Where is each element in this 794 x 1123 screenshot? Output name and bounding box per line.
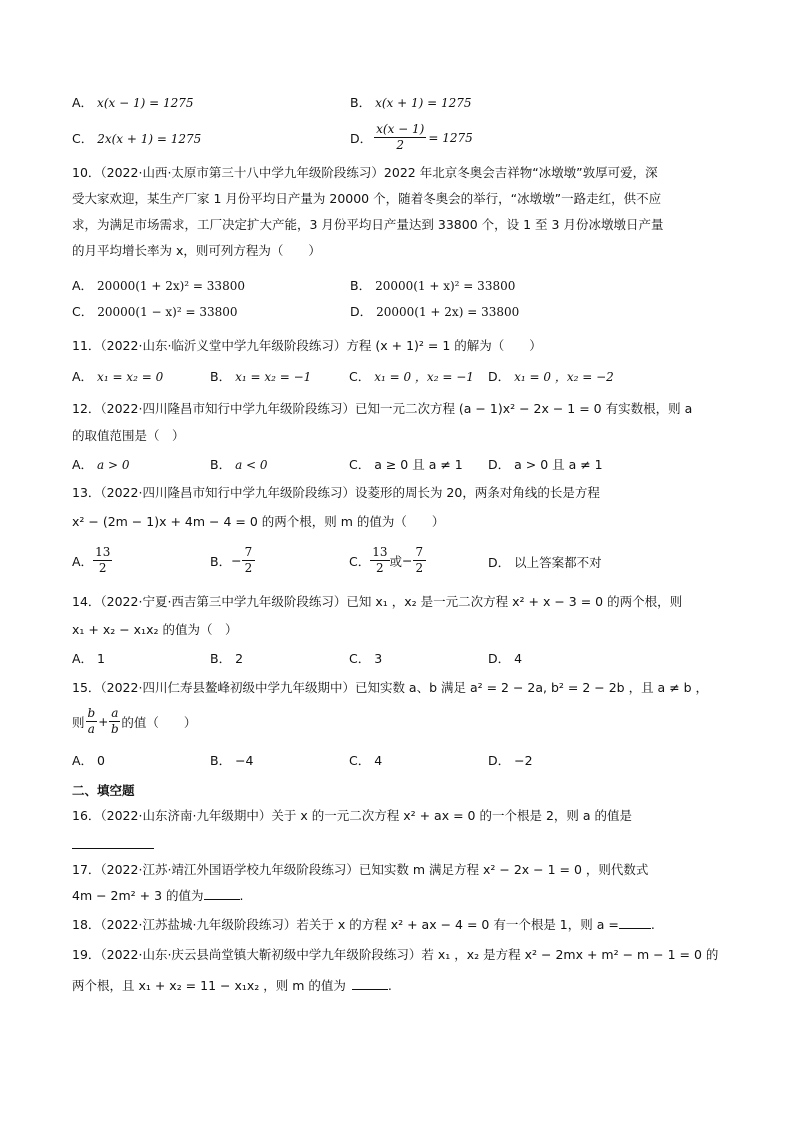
q19-stem-line1: 19．（2022·山东·庆云县尚堂镇大靳初级中学九年级阶段练习）若 x₁ ，x₂ 是方程 x² − 2mx + m² − m − 1 = 0 的	[72, 947, 719, 962]
option-label: B．	[210, 651, 232, 666]
q12-stem-line2: 的取值范围是（ ）	[72, 428, 185, 443]
fraction-numerator: a	[111, 706, 119, 720]
fraction-denominator: 2	[396, 138, 405, 152]
option-text: −4	[235, 753, 254, 768]
fraction-denominator: b	[111, 722, 119, 736]
answer-blank[interactable]	[619, 916, 651, 929]
q9-option-a	[72, 92, 194, 114]
q12-option-b	[210, 454, 268, 476]
q10-stem-line3: 求，为满足市场需求，工厂决定扩大产能，3 月份平均日产量达到 33800 个，设 1 至 3 月份冰墩墩日产量	[72, 217, 664, 232]
option-text: −2	[514, 753, 533, 768]
q15-option-c	[349, 750, 382, 772]
option-label: C．	[349, 651, 371, 666]
option-text: x₁ = x₂ = −1	[235, 370, 312, 384]
option-text: 20000(1 + x)² = 33800	[375, 279, 516, 293]
minus-sign: −	[402, 553, 413, 568]
section-title: 二、填空题	[72, 783, 135, 798]
q14-option-d	[488, 648, 522, 670]
q11-option-c	[349, 366, 474, 388]
option-label: D．	[350, 304, 373, 319]
option-text: 4	[514, 651, 523, 666]
q10-option-d	[350, 301, 519, 323]
option-text: x₁ = 0 ，x₂ = −2	[514, 370, 614, 384]
q11-option-d	[488, 366, 614, 388]
or-text: 或	[389, 553, 403, 569]
option-text: a ≥ 0 且 a ≠ 1	[374, 457, 463, 472]
fraction-numerator: b	[87, 706, 96, 720]
q10-stem-line1: 10．（2022·山西·太原市第三十八中学九年级阶段练习）2022 年北京冬奥会吉祥物“冰墩墩”敦厚可爱，深	[72, 165, 658, 180]
option-label: A．	[72, 753, 94, 768]
q9-option-d	[350, 122, 473, 153]
q13-option-b	[210, 545, 255, 576]
q13-option-a	[72, 545, 112, 576]
option-text: 20000(1 + 2x) = 33800	[376, 305, 520, 319]
fraction-numerator: 13	[372, 545, 388, 559]
plus-sign: +	[98, 714, 109, 729]
fraction-numerator: 7	[242, 545, 256, 561]
option-text: 20000(1 + 2x)² = 33800	[97, 279, 245, 293]
option-text: a > 0	[97, 458, 130, 472]
stem-text: 两个根，且 x₁ + x₂ = 11 − x₁x₂ ，则 m 的值为	[72, 978, 346, 993]
option-label: B．	[210, 553, 232, 569]
q9-option-b	[350, 92, 472, 114]
stem-text: .	[650, 917, 655, 932]
option-label: C．	[349, 553, 371, 569]
q15-option-b	[210, 750, 254, 772]
q11-option-b	[210, 366, 311, 388]
q13-stem-line1: 13．（2022·四川隆昌市知行中学九年级阶段练习）设菱形的周长为 20，两条对角线的长是方程	[72, 485, 600, 500]
q12-option-a	[72, 454, 130, 476]
stem-text: 的值（ ）	[121, 714, 197, 730]
q18-stem-line1	[72, 914, 655, 936]
q14-option-a	[72, 648, 105, 670]
option-text: x₁ = x₂ = 0	[97, 370, 164, 384]
option-text: 2x(x + 1) = 1275	[97, 132, 202, 146]
option-text: 0	[97, 753, 105, 768]
option-label: B．	[350, 95, 372, 110]
fraction	[86, 706, 98, 737]
option-label: D．	[488, 555, 511, 570]
q11-option-a	[72, 366, 163, 388]
option-label: D．	[350, 130, 373, 146]
option-text: 1	[97, 651, 105, 666]
q17-stem-line2	[72, 885, 244, 907]
q15-stem-line2	[72, 706, 196, 737]
fraction	[93, 545, 112, 576]
q11-stem: 11．（2022·山东·临沂义堂中学九年级阶段练习）方程 (x + 1)² = 1 的解为（ ）	[72, 338, 542, 353]
stem-text: 18．（2022·江苏盐城·九年级阶段练习）若关于 x 的方程 x² + ax − 4 = 0 有一个根是 1，则 a =	[72, 917, 619, 932]
stem-text: .	[239, 888, 244, 903]
option-label: A．	[72, 553, 94, 569]
fraction-numerator: 13	[95, 545, 111, 559]
minus-sign: −	[231, 553, 242, 568]
option-text: 4	[374, 753, 383, 768]
stem-text: .	[387, 978, 392, 993]
q10-option-c	[72, 301, 238, 323]
option-label: D．	[488, 457, 511, 472]
q13-stem-line2: x² − (2m − 1)x + 4m − 4 = 0 的两个根，则 m 的值为（ ）	[72, 514, 445, 529]
fraction-denominator: 2	[244, 561, 253, 575]
q16-stem-line1: 16．（2022·山东济南·九年级期中）关于 x 的一元二次方程 x² + ax = 0 的一个根是 2，则 a 的值是	[72, 808, 632, 823]
fraction-denominator: 2	[376, 561, 384, 575]
q10-stem-line2: 受大家欢迎，某生产厂家 1 月份平均日产量为 20000 个，随着冬奥会的举行，“冰墩墩”一路走红，供不应	[72, 191, 662, 206]
option-label: C．	[349, 457, 371, 472]
option-label: B．	[210, 457, 232, 472]
fraction	[370, 545, 389, 576]
fraction-numerator: 7	[413, 545, 427, 561]
fraction-denominator: a	[87, 722, 95, 736]
option-label: A．	[72, 95, 94, 110]
q14-stem-line2: x₁ + x₂ − x₁x₂ 的值为（ ）	[72, 622, 238, 637]
q13-option-d	[488, 552, 602, 574]
answer-blank[interactable]	[204, 887, 240, 900]
option-text: = 1275	[428, 130, 473, 145]
q12-stem-line1: 12．（2022·四川隆昌市知行中学九年级阶段练习）已知一元二次方程 (a − 1)x² − 2x − 1 = 0 有实数根，则 a	[72, 401, 693, 416]
option-text: 以上答案都不对	[514, 555, 602, 570]
q9-option-c	[72, 128, 201, 150]
option-label: A．	[72, 457, 94, 472]
stem-text: 4m − 2m² + 3 的值为	[72, 888, 204, 903]
option-label: C．	[72, 304, 94, 319]
q14-stem-line1: 14．（2022·宁夏·西吉第三中学九年级阶段练习）已知 x₁ ，x₂ 是一元二次方程 x² + x − 3 = 0 的两个根，则	[72, 594, 683, 609]
q15-option-d	[488, 750, 533, 772]
option-label: B．	[350, 278, 372, 293]
q15-option-a	[72, 750, 105, 772]
option-text: a > 0 且 a ≠ 1	[514, 457, 603, 472]
option-text: x(x + 1) = 1275	[375, 96, 472, 110]
fraction	[109, 706, 120, 737]
option-text: 2	[235, 651, 244, 666]
fraction	[374, 122, 426, 153]
q17-stem-line1: 17．（2022·江苏·靖江外国语学校九年级阶段练习）已知实数 m 满足方程 x² − 2x − 1 = 0 ，则代数式	[72, 862, 649, 877]
option-label: B．	[210, 753, 232, 768]
option-label: A．	[72, 651, 94, 666]
option-label: D．	[488, 369, 511, 384]
q14-option-c	[349, 648, 382, 670]
q12-option-d	[488, 454, 603, 476]
option-label: B．	[210, 369, 232, 384]
fraction	[242, 545, 256, 576]
option-label: C．	[72, 131, 94, 146]
option-text: 20000(1 − x)² = 33800	[97, 305, 238, 319]
option-label: C．	[349, 369, 371, 384]
option-label: A．	[72, 369, 94, 384]
q15-stem-line1: 15．（2022·四川仁寿县鳌峰初级中学九年级期中）已知实数 a、b 满足 a² = 2 − 2a, b² = 2 − 2b ，且 a ≠ b ，	[72, 680, 709, 695]
q14-option-b	[210, 648, 243, 670]
option-label: A．	[72, 278, 94, 293]
option-text: x(x − 1) = 1275	[97, 96, 194, 110]
q13-option-c	[349, 545, 426, 576]
fraction-denominator: 2	[98, 561, 107, 575]
option-text: 3	[374, 651, 383, 666]
q10-option-a	[72, 275, 245, 297]
fraction-denominator: 2	[415, 561, 424, 575]
option-label: D．	[488, 753, 511, 768]
option-text: a < 0	[235, 458, 268, 472]
q10-option-b	[350, 275, 515, 297]
option-label: D．	[488, 651, 511, 666]
answer-blank[interactable]	[72, 836, 154, 849]
fraction-numerator: x(x − 1)	[376, 122, 425, 136]
option-label: C．	[349, 753, 371, 768]
stem-text: 则	[72, 714, 85, 730]
q10-stem-line4: 的月平均增长率为 x，则可列方程为（ ）	[72, 243, 321, 258]
option-text: x₁ = 0 ，x₂ = −1	[374, 370, 474, 384]
fraction	[413, 545, 427, 576]
answer-blank[interactable]	[352, 977, 388, 990]
q19-stem-line2	[72, 975, 392, 997]
q12-option-c	[349, 454, 463, 476]
